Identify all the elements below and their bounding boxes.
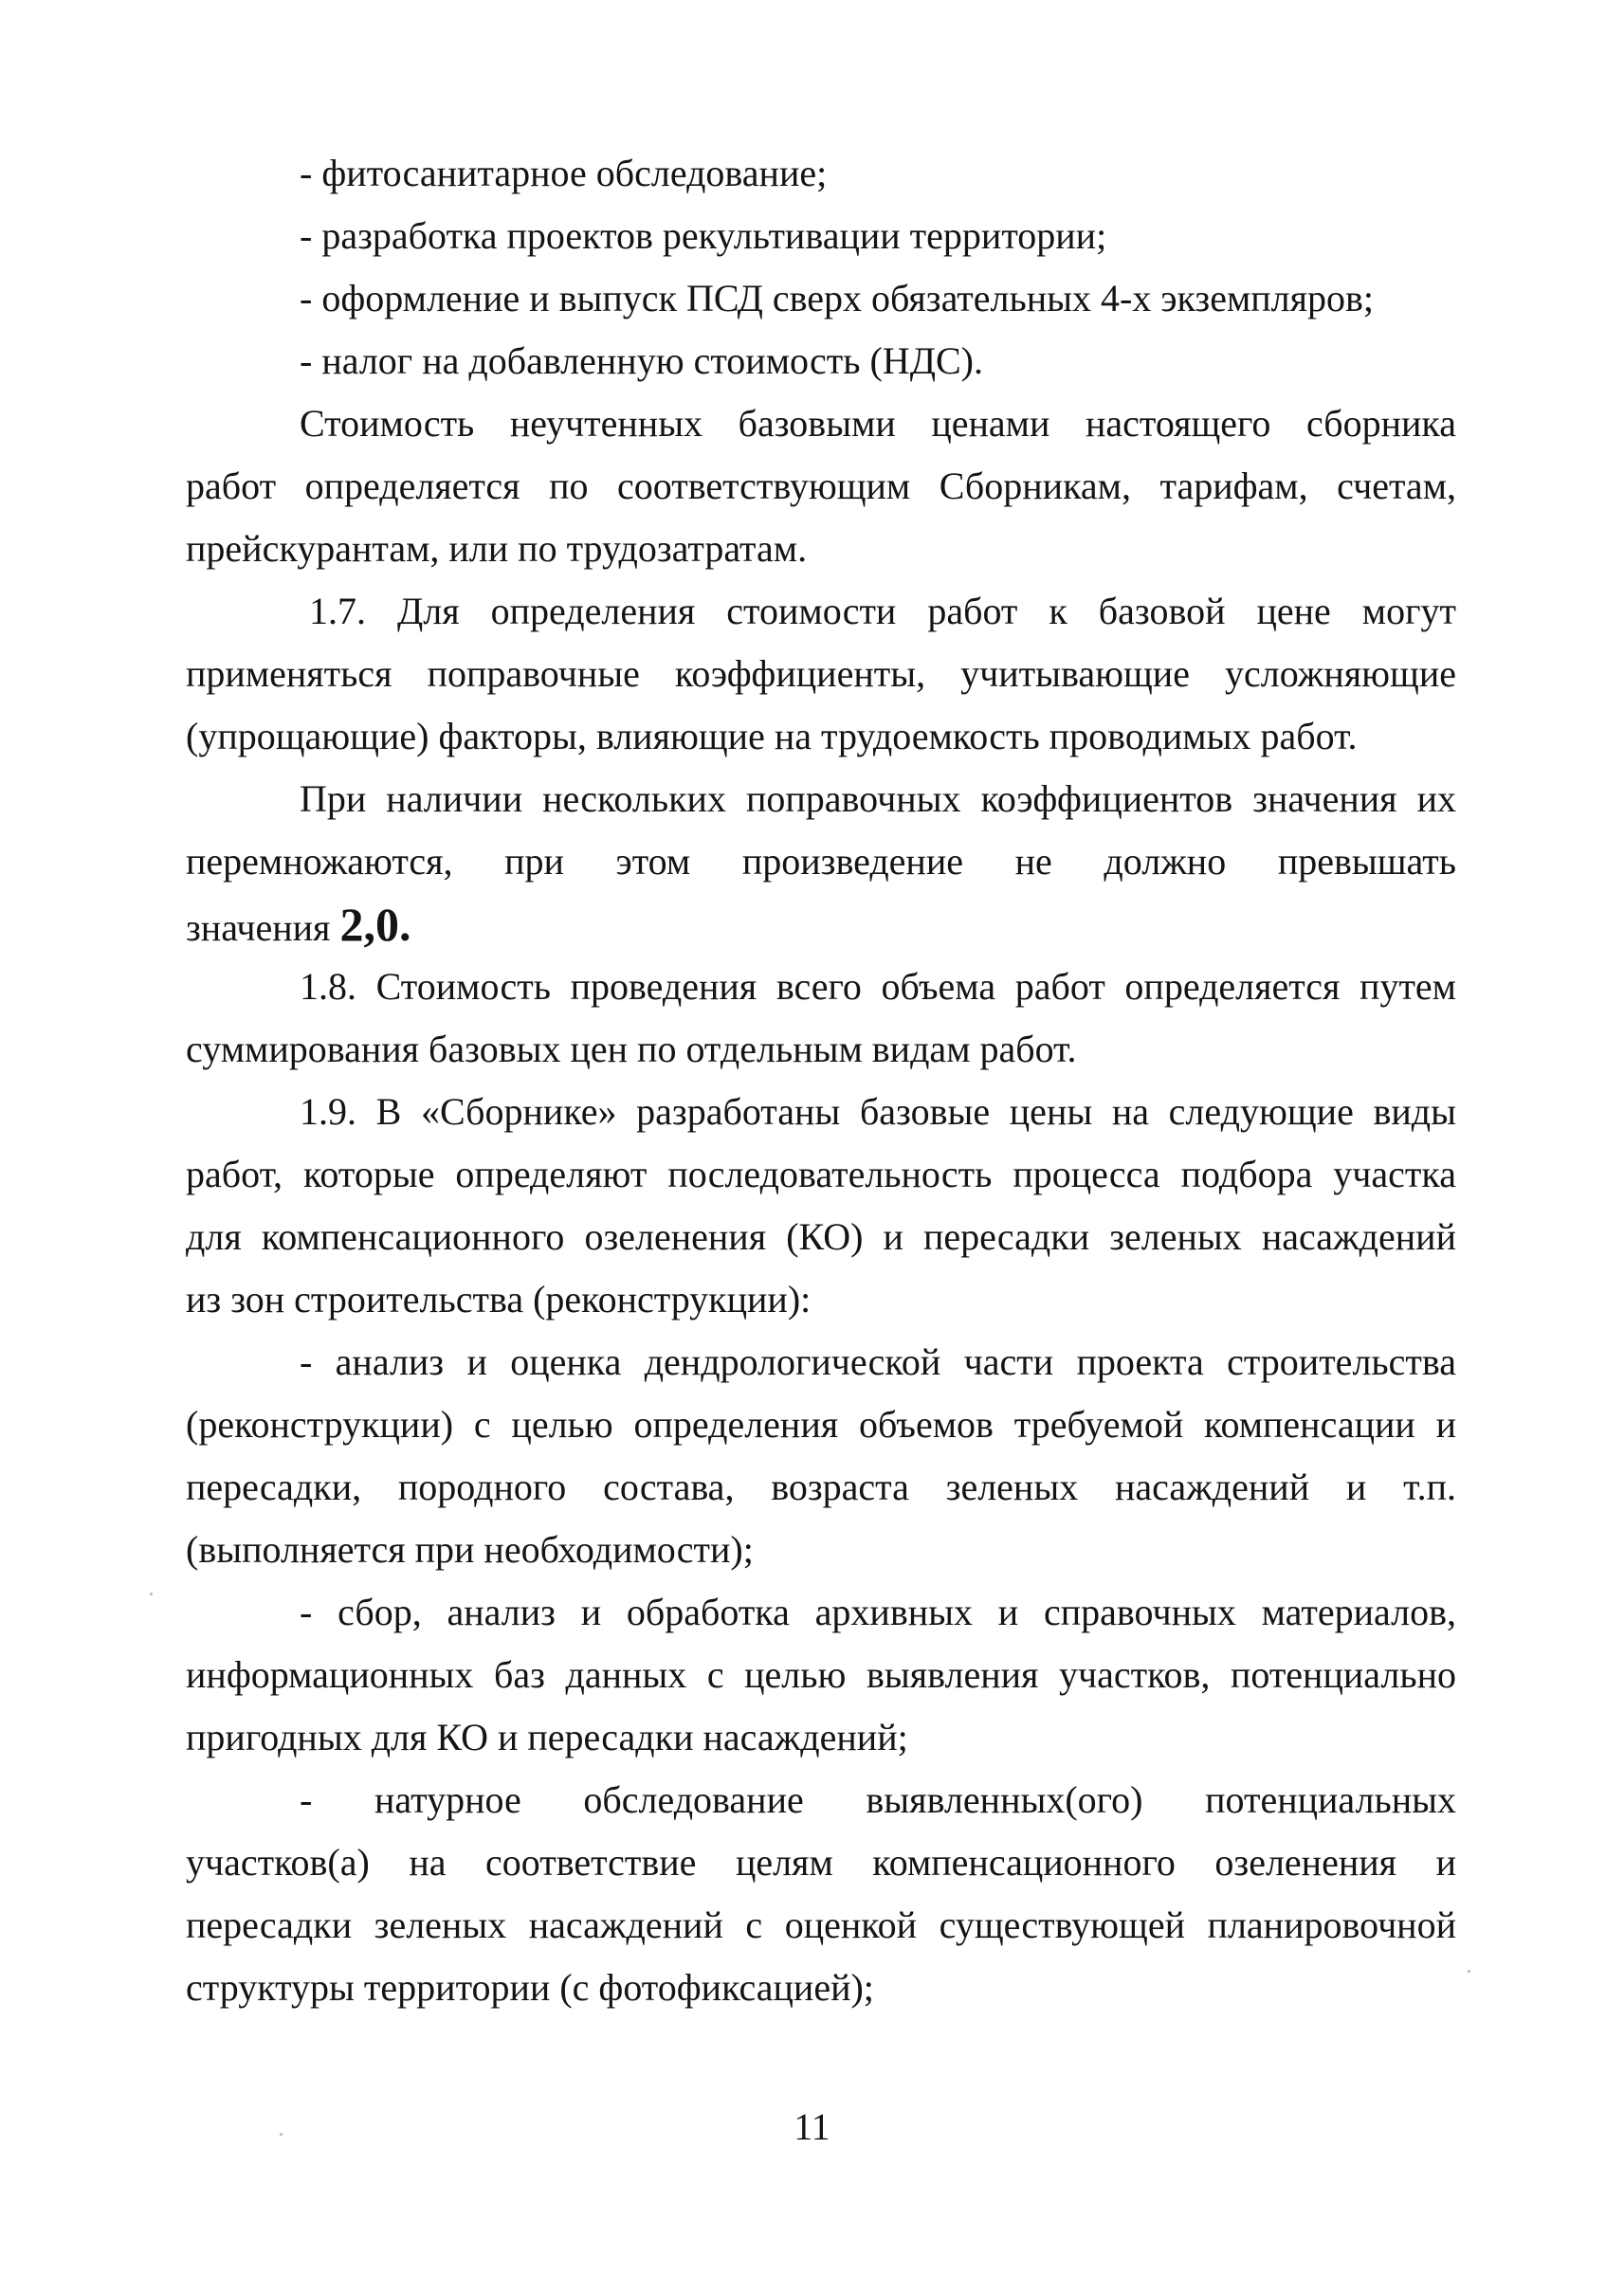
paragraph-unaccounted-cost: [186, 392, 1456, 580]
paragraph-line: - сбор, анализ и обработка архивных и справочных материалов,: [300, 1591, 1456, 1633]
paragraph-line: Стоимость неучтенных базовыми ценами настоящего сборника: [300, 402, 1456, 445]
paragraph-line: [186, 893, 1456, 956]
paragraph-line: перемножаются, при этом произведение не должно превышать: [186, 840, 1456, 883]
paragraph-line: пригодных для КО и пересадки насаждений;: [186, 1716, 908, 1758]
paragraph-line: 1.7. Для определения стоимости работ к базовой цене могут: [309, 590, 1456, 632]
paragraph-line: (упрощающие) факторы, влияющие на трудоемкость проводимых работ.: [186, 715, 1358, 757]
list-item: - оформление и выпуск ПСД сверх обязательных 4-х экземпляров;: [300, 277, 1375, 319]
paragraph-line: - анализ и оценка дендрологической части проекта строительства: [300, 1340, 1456, 1383]
page-body-text: [186, 142, 1456, 2019]
paragraph-line: из зон строительства (реконструкции):: [186, 1278, 812, 1321]
work-item-analysis: [186, 1331, 1456, 1581]
paragraph-line: для компенсационного озеленения (КО) и пересадки зеленых насаждений: [186, 1215, 1456, 1258]
paragraph-line: пересадки, породного состава, возраста зеленых насаждений и т.п.: [186, 1466, 1456, 1508]
paragraph-line: работ, которые определяют последовательность процесса подбора участка: [186, 1153, 1456, 1195]
coefficient-max-value: 2,0.: [339, 898, 411, 951]
paragraph-line: участков(а) на соответствие целям компенсационного озеленения и: [186, 1841, 1456, 1884]
page-number: 11: [794, 2105, 830, 2148]
paragraph-line: работ определяется по соответствующим Сборникам, тарифам, счетам,: [186, 464, 1456, 507]
scan-speck: [150, 1593, 153, 1595]
paragraph-1-8: [186, 956, 1456, 1081]
paragraph-1-9: [186, 1081, 1456, 1331]
paragraph-line: прейскурантам, или по трудозатратам.: [186, 527, 808, 570]
paragraph-line: 1.9. В «Сборнике» разработаны базовые цены на следующие виды: [300, 1090, 1456, 1133]
scan-speck: [280, 2133, 283, 2136]
work-item-collection: [186, 1581, 1456, 1769]
paragraph-coefficients: [186, 768, 1456, 956]
paragraph-line: информационных баз данных с целью выявления участков, потенциально: [186, 1653, 1456, 1696]
work-item-survey: [186, 1769, 1456, 2019]
paragraph-line: пересадки зеленых насаждений с оценкой существующей планировочной: [186, 1903, 1456, 1946]
list-item: - разработка проектов рекультивации территории;: [300, 214, 1107, 257]
top-bullet-list: [186, 142, 1456, 392]
paragraph-1-7: [186, 580, 1456, 768]
list-item: - фитосанитарное обследование;: [300, 152, 828, 194]
scan-speck: [1468, 1970, 1470, 1973]
paragraph-line: структуры территории (с фотофиксацией);: [186, 1966, 874, 2009]
paragraph-line: - натурное обследование выявленных(ого) потенциальных: [300, 1778, 1456, 1821]
paragraph-line: (реконструкции) с целью определения объемов требуемой компенсации и: [186, 1403, 1456, 1446]
paragraph-line: суммирования базовых цен по отдельным видам работ.: [186, 1028, 1077, 1070]
list-item: - налог на добавленную стоимость (НДС).: [300, 339, 983, 382]
coefficient-label: значения: [186, 906, 340, 949]
paragraph-line: (выполняется при необходимости);: [186, 1528, 754, 1571]
paragraph-line: применяться поправочные коэффициенты, учитывающие усложняющие: [186, 652, 1456, 695]
paragraph-line: 1.8. Стоимость проведения всего объема работ определяется путем: [300, 965, 1456, 1008]
paragraph-line: При наличии нескольких поправочных коэффициентов значения их: [300, 777, 1456, 820]
